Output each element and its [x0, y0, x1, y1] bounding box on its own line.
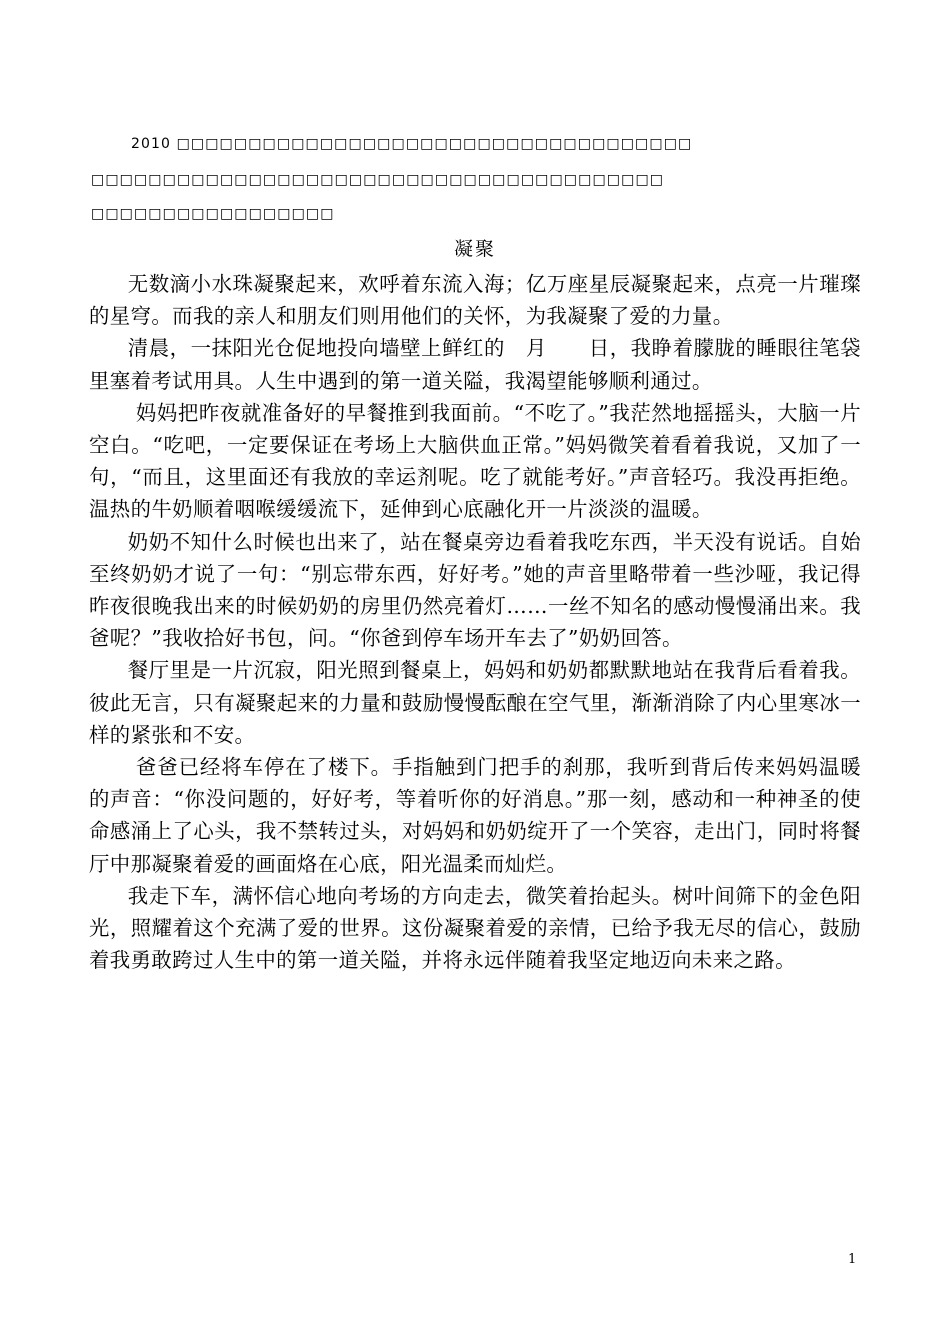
essay-paragraph: 奶奶不知什么时候也出来了，站在餐桌旁边看着我吃东西，半天没有说话。自始至终奶奶才说了一句：“别忘带东西，好好考。”她的声音里略带着一些沙哑，我记得昨夜很晚我出来的时候奶奶的房里仍然亮着灯……一丝不知名的感动慢慢涌出来。我爸呢？”我收拾好书包，问。“你爸到停车场开车去了”奶奶回答。 [89, 529, 861, 651]
essay-body [89, 268, 861, 976]
garbled-header-line: □□□□□□□□□□□□□□□□□□□□□□□□□□□□□□□□□□□□□□□□ [91, 172, 665, 188]
essay-paragraph: 餐厅里是一片沉寂，阳光照到餐桌上，妈妈和奶奶都默默地站在我背后看着我。彼此无言，只有凝聚起来的力量和鼓励慢慢酝酿在空气里，渐渐消除了内心里寒冰一样的紧张和不安。 [89, 658, 861, 747]
page-number: 1 [848, 1252, 857, 1267]
essay-paragraph: 清晨，一抹阳光仓促地投向墙壁上鲜红的 月 日，我睁着朦胧的睡眼往笔袋里塞着考试用具。人生中遇到的第一道关隘，我渴望能够顺利通过。 [89, 336, 861, 393]
essay-title: 凝聚 [453, 238, 496, 260]
essay-paragraph: 我走下车，满怀信心地向考场的方向走去，微笑着抬起头。树叶间筛下的金色阳光，照耀着这个充满了爱的世界。这份凝聚着爱的亲情，已给予我无尽的信心，鼓励着我勇敢跨过人生中的第一道关隘，并将永远伴随着我坚定地迈向未来之路。 [89, 883, 861, 973]
essay-paragraph: 妈妈把昨夜就准备好的早餐推到我面前。“不吃了。”我茫然地摇摇头，大脑一片空白。“吃吧，一定要保证在考场上大脑供血正常。”妈妈微笑着看着我说，又加了一句，“而且，这里面还有我放的幸运剂呢。吃了就能考好。”声音轻巧。我没再拒绝。温热的牛奶顺着咽喉缓缓流下，延伸到心底融化开一片淡淡的温暖。 [89, 400, 861, 522]
garbled-header-line: 2010 □□□□□□□□□□□□□□□□□□□□□□□□□□□□□□□□□□□□ [131, 136, 693, 152]
essay-paragraph: 无数滴小水珠凝聚起来，欢呼着东流入海；亿万座星辰凝聚起来，点亮一片璀璨的星穹。而我的亲人和朋友们则用他们的关怀，为我凝聚了爱的力量。 [89, 272, 861, 329]
essay-paragraph: 爸爸已经将车停在了楼下。手指触到门把手的刹那，我听到背后传来妈妈温暖的声音：“你没问题的，好好考，等着听你的好消息。”那一刻，感动和一种神圣的使命感涌上了心头，我不禁转过头，对妈妈和奶奶绽开了一个笑容，走出门，同时将餐厅中那凝聚着爱的画面烙在心底，阳光温柔而灿烂。 [89, 755, 861, 876]
garbled-header-line: □□□□□□□□□□□□□□□□□ [91, 206, 335, 222]
